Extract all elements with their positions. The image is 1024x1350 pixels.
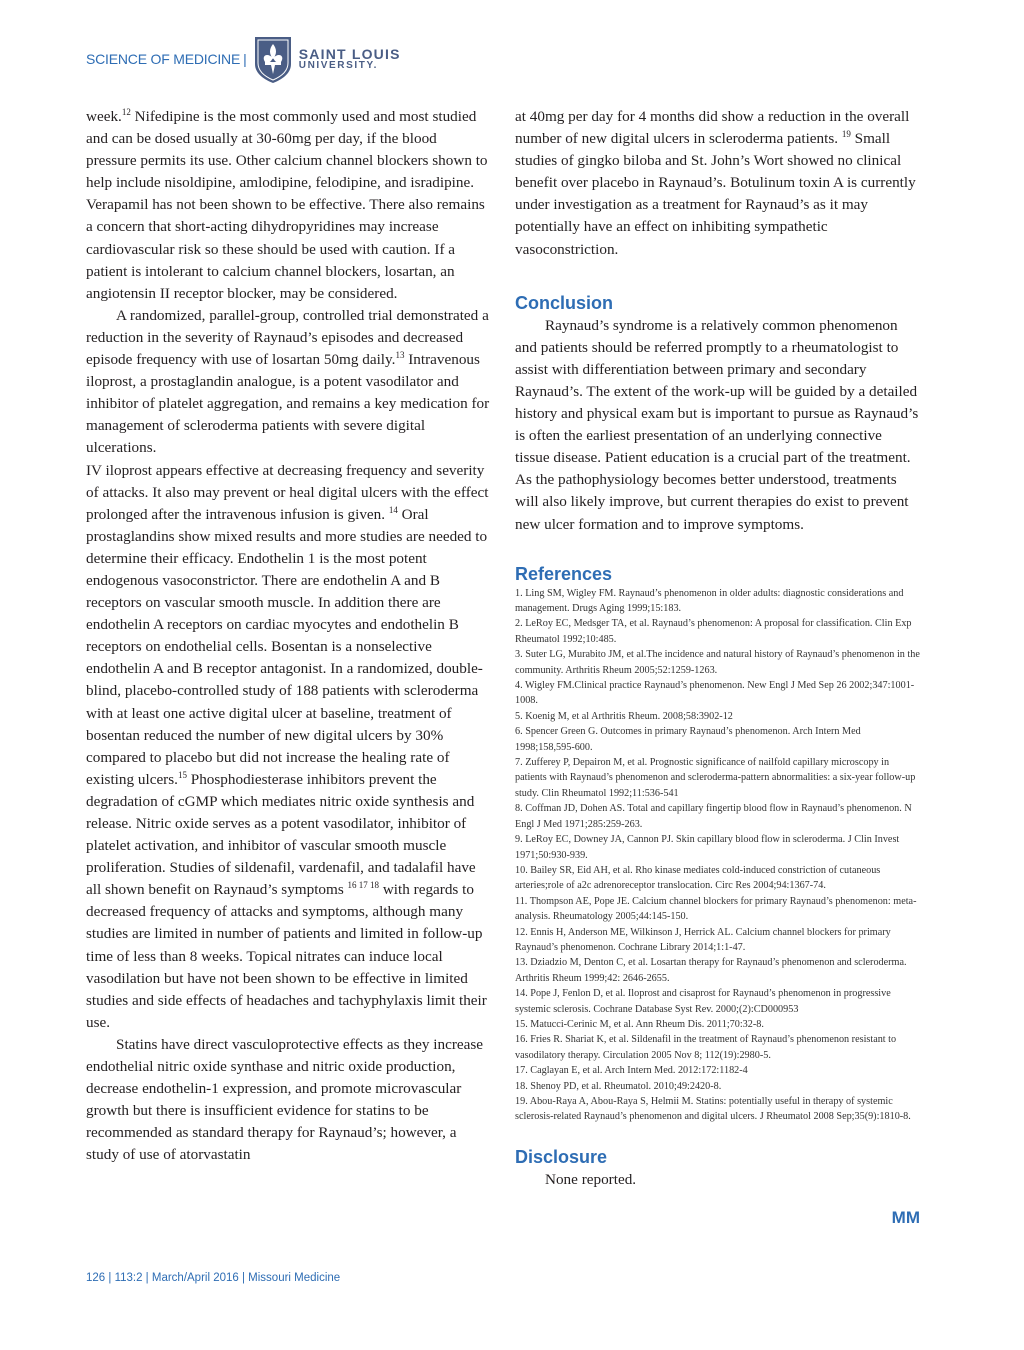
reference-item: 9. LeRoy EC, Downey JA, Cannon PJ. Skin capillary blood flow in scleroderma. J Clin Invest 1971;50:930-939. [515,834,900,861]
paragraph: A randomized, parallel-group, controlled trial demonstrated a reduction in the severity of Raynaud’s episodes and decreased episode frequency with use of losartan 50mg daily.$^{13}$ Intravenous iloprost, a prostaglandin analogue, is a potent vasodilator and inhibitor of platelet aggregation, and remains a key medication for management of scleroderma patients with severe digital ulcerations. [86,306,490,457]
reference-item: 8. Coffman JD, Dohen AS. Total and capillary fingertip blood flow in Raynaud’s phenomenon. N Engl J Med 1971;285:259-263. [515,803,912,830]
citation: 15 [177,769,187,780]
reference-item: 16. Fries R. Shariat K, et al. Sildenafil in the treatment of Raynaud’s phenomenon resistant to vasodilatory therapy. Circulation 2005 Nov 8; 112(19):2980-5. [515,1034,897,1061]
citation: 12 [121,107,131,117]
citation: 14 [388,504,398,515]
section-label: SCIENCE OF MEDICINE [86,51,241,67]
conclusion-heading: Conclusion [515,292,613,313]
slu-logo [253,34,401,84]
paragraph: Statins have direct vasculoprotective effects as they increase endothelial nitric oxide synthase and nitric oxide production, decrease endothelin-1 expression, and promote microvascular growth but there is insufficient evidence for statins to be recommended as standard therapy for Raynaud’s; however, a study of use of atorvastatin [86,1035,484,1164]
university-name-line1: SAINT LOUIS [298,46,401,62]
reference-item: 17. Caglayan E, et al. Arch Intern Med. 2012:172:1182-4 [515,1065,748,1077]
references-heading: References [515,563,613,584]
end-mark: MM [891,1208,920,1227]
citation: 16 17 18 [347,880,380,891]
conclusion-text: Raynaud’s syndrome is a relatively common phenomenon and patients should be referred promptly to a rheumatologist to assist with differentiation between primary and secondary Raynaud’s. The extent of the work-up will be guided by a detailed history and physical exam but is important to pursue as Raynaud’s is often the earliest presentation of an underlying connective tissue disease. Patient education is a crucial part of the treatment. As the pathophysiology becomes better understood, treatments will also likely improve, but current therapies do exist to prevent new ulcer formation and to improve symptoms. [515,316,919,533]
right-column [515,106,920,1191]
page-footer: 126 | 113:2 | March/April 2016 | Missouri Medicine [86,1272,341,1284]
reference-item: 6. Spencer Green G. Outcomes in primary Raynaud’s phenomenon. Arch Intern Med 1998;158,595-600. [515,726,861,753]
paragraph: week.$^{12}$ Nifedipine is the most commonly used and most studied and can be dosed usually at 30-60mg per day, if the blood pressure permits its use. Other calcium channel blockers shown to help include nisoldipine, amlodipine, felodipine, and isradipine. Verapamil has not been shown to be effective. There also remains a concern that short-acting dihydropyridines may increase cardiovascular risk so these should be used with caution. If a patient is intolerant to calcium channel blockers, losartan, an angiotensin II receptor blocker, may be considered. [86,107,488,302]
reference-item: 11. Thompson AE, Pope JE. Calcium channel blockers for primary Raynaud’s phenomenon: meta-analysis. Rheumatology 2005;44:145-150. [515,895,917,923]
reference-item: 18. Shenoy PD, et al. Rheumatol. 2010;49:2420-8. [515,1080,722,1092]
reference-item: 12. Ennis H, Anderson ME, Wilkinson J, Herrick AL. Calcium channel blockers for primary Raynaud’s phenomenon. Cochrane Library 2014;1:1-47. [515,926,891,953]
university-name [299,47,401,71]
reference-item: 10. Bailey SR, Eid AH, et al. Rho kinase mediates cold-induced constriction of cutaneous arteries;role of a2c adrenoreceptor translocation. Circ Res 2004;94:1367-74. [515,864,881,892]
reference-item: 13. Dziadzio M, Denton C, et al. Losartan therapy for Raynaud’s phenomenon and scleroderma. Arthritis Rheum 1999;42: 2646-2655. [515,957,907,984]
header-separator: | [243,51,247,67]
disclosure-heading: Disclosure [515,1146,608,1167]
page-header [86,34,401,84]
reference-item: 19. Abou-Raya A, Abou-Raya S, Helmii M. Statins: potentially useful in therapy of systemic sclerosis-related Raynaud’s phenomenon and digital ulcers. J Rheumatol 2008 Sep;35(9):1810-8. [515,1096,911,1123]
reference-item: 7. Zufferey P, Depairon M, et al. Prognostic significance of nailfold capillary microscopy in patients with Raynaud’s phenomenon and scleroderma-pattern abnormalities: a six-year follow-up study. Clin Rheumatol 1992;11:536-541 [515,757,916,799]
paragraph: IV iloprost appears effective at decreasing frequency and severity of attacks. It also may prevent or heal digital ulcers with the effect prolonged after the intravenous infusion is given. $^{14}$ Oral prostaglandins show mixed results and more studies are needed to determine their efficacy. Endothelin 1 is the most potent endogenous vasoconstrictor. There are endothelin A and B receptors on vascular smooth muscle. In addition there are endothelin A receptors on cardiac myocytes and endothelin B receptors on endothelial cells. Bosentan is a nonselective endothelin A and B receptor antagonist. In a randomized, double-blind, placebo-controlled study of 188 patients with scleroderma with at least one active digital ulcer at baseline, treatment of bosentan reduced the number of new digital ulcers by 30% compared to placebo but did not increase the healing rate of existing ulcers.$^{15}$ Phosphodiesterase inhibitors prevent the degradation of cGMP which mediates nitric oxide synthesis and release. Nitric oxide serves as a potent vasodilator, inhibitor of platelet activation, and inhibitor of vascular smooth muscle proliferation. Studies of sildenafil, vardenafil, and tadalafil have all shown benefit on Raynaud’s symptoms $^{16 17 18}$ with regards to decreased frequency of attacks and symptoms, although many studies are limited in number of patients and limited in follow-up time of less than 8 weeks. Topical nitrates can induce local vasodilation but have not been shown to be effective in limited studies and side effects of headaches and tachyphylaxis limit their use. [86,461,489,1031]
fleur-de-lis-shield-icon [253,34,293,84]
university-name-line2: UNIVERSITY. [298,60,379,71]
reference-item: 1. Ling SM, Wigley FM. Raynaud’s phenomenon in older adults: diagnostic considerations and management. Drugs Aging 1999;15:183. [515,587,904,614]
reference-item: 4. Wigley FM.Clinical practice Raynaud’s phenomenon. New Engl J Med Sep 26 2002;347:1001-1008. [515,680,915,707]
reference-item: 14. Pope J, Fenlon D, et al. Iloprost and cisaprost for Raynaud’s phenomenon in progressive systemic sclerosis. Cochrane Database Syst Rev. 2000;(2):CD000953 [515,988,891,1015]
reference-item: 15. Matucci-Cerinic M, et al. Ann Rheum Dis. 2011;70:32-8. [515,1018,764,1030]
references-list [515,586,920,1125]
citation: 19 [841,129,851,140]
reference-item: 5. Koenig M, et al Arthritis Rheum. 2008;58:3902-12 [515,710,733,722]
reference-item: 3. Suter LG, Murabito JM, et al.The incidence and natural history of Raynaud’s phenomenon in the community. Arthritis Rheum 2005;52:1259-1263. [515,649,920,676]
disclosure-text: None reported. [545,1170,637,1188]
left-column [86,106,490,1167]
citation: 13 [395,350,405,361]
paragraph: at 40mg per day for 4 months did show a reduction in the overall number of new digital ulcers in scleroderma patients. $^{19}$ Small studies of gingko biloba and St. John’s Wort showed no clinical benefit over placebo in Raynaud’s. Botulinum toxin A is currently under investigation as a treatment for Raynaud’s as it may potentially have an effect on inhibiting sympathetic vasoconstriction. [515,108,916,258]
reference-item: 2. LeRoy EC, Medsger TA, et al. Raynaud’s phenomenon: A proposal for classification. Clin Exp Rheumatol 1992;10:485. [515,618,912,645]
